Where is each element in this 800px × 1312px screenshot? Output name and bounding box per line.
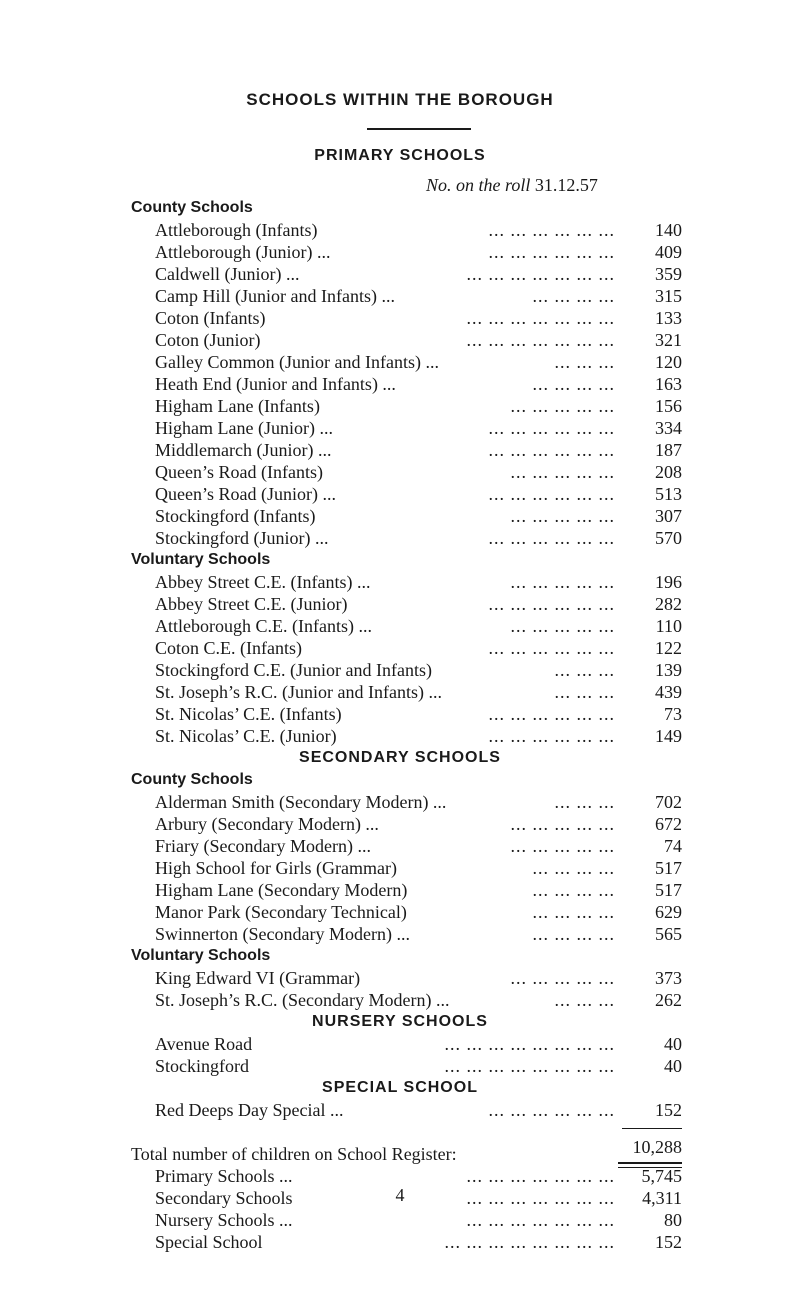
leader-dots: ... ... ... ... bbox=[532, 858, 615, 878]
leader-dots: ... ... ... ... ... ... ... bbox=[466, 1188, 615, 1208]
roll-count: 307 bbox=[655, 506, 682, 526]
school-name: Caldwell (Junior) ... bbox=[155, 264, 300, 284]
leader-dots: ... ... ... bbox=[554, 792, 615, 812]
leader-dots: ... ... ... ... ... ... ... ... bbox=[444, 1034, 615, 1054]
roll-count: 629 bbox=[655, 902, 682, 922]
roll-count: 40 bbox=[664, 1034, 682, 1054]
leader-dots: ... ... ... bbox=[554, 682, 615, 702]
total-label: Secondary Schools bbox=[155, 1188, 293, 1208]
table-row bbox=[0, 1033, 800, 1055]
leader-dots: ... ... ... ... ... ... ... bbox=[466, 1166, 615, 1186]
roll-count: 565 bbox=[655, 924, 682, 944]
section-heading bbox=[0, 945, 800, 967]
table-row bbox=[0, 307, 800, 329]
school-name: Coton (Infants) bbox=[155, 308, 266, 328]
school-name: King Edward VI (Grammar) bbox=[155, 968, 361, 988]
leader-dots: ... ... ... ... ... bbox=[510, 396, 615, 416]
roll-column-header bbox=[426, 175, 598, 196]
totals-heading: Total number of children on School Register: bbox=[131, 1144, 457, 1164]
school-name: Swinnerton (Secondary Modern) ... bbox=[155, 924, 410, 944]
table-row bbox=[0, 659, 800, 681]
roll-count: 702 bbox=[655, 792, 682, 812]
total-value: 4,311 bbox=[642, 1188, 682, 1208]
category-label: County Schools bbox=[131, 771, 253, 788]
table-row bbox=[0, 219, 800, 241]
section-heading bbox=[0, 1077, 800, 1099]
school-name: Queen’s Road (Junior) ... bbox=[155, 484, 336, 504]
table-row bbox=[0, 967, 800, 989]
table-row bbox=[0, 395, 800, 417]
leader-dots: ... ... ... bbox=[554, 990, 615, 1010]
school-name: Camp Hill (Junior and Infants) ... bbox=[155, 286, 395, 306]
table-row bbox=[0, 879, 800, 901]
roll-count: 208 bbox=[655, 462, 682, 482]
roll-count: 156 bbox=[655, 396, 682, 416]
school-name: Middlemarch (Junior) ... bbox=[155, 440, 332, 460]
table-row bbox=[0, 329, 800, 351]
total-row bbox=[0, 1231, 800, 1253]
leader-dots: ... ... ... ... ... bbox=[510, 616, 615, 636]
school-name: Heath End (Junior and Infants) ... bbox=[155, 374, 396, 394]
leader-dots: ... ... ... ... ... ... ... bbox=[466, 308, 615, 328]
table-row bbox=[0, 813, 800, 835]
table-row bbox=[0, 1099, 800, 1121]
grand-total: 10,288 bbox=[632, 1137, 682, 1157]
section-heading bbox=[0, 549, 800, 571]
leader-dots: ... ... ... bbox=[554, 660, 615, 680]
table-row bbox=[0, 725, 800, 747]
school-name: Queen’s Road (Infants) bbox=[155, 462, 323, 482]
leader-dots: ... ... ... ... ... bbox=[510, 462, 615, 482]
roll-count: 409 bbox=[655, 242, 682, 262]
leader-dots: ... ... ... ... bbox=[532, 286, 615, 306]
roll-count: 672 bbox=[655, 814, 682, 834]
leader-dots: ... ... ... bbox=[554, 352, 615, 372]
roll-count: 110 bbox=[655, 616, 682, 636]
total-value: 80 bbox=[664, 1210, 682, 1230]
roll-count: 359 bbox=[655, 264, 682, 284]
roll-count: 149 bbox=[655, 726, 682, 746]
leader-dots: ... ... ... ... ... ... ... bbox=[466, 1210, 615, 1230]
school-list bbox=[0, 197, 800, 1253]
school-name: Higham Lane (Junior) ... bbox=[155, 418, 333, 438]
total-value: 5,745 bbox=[641, 1166, 682, 1186]
leader-dots: ... ... ... ... ... ... bbox=[488, 638, 615, 658]
school-name: Abbey Street C.E. (Infants) ... bbox=[155, 572, 371, 592]
school-name: St. Nicolas’ C.E. (Infants) bbox=[155, 704, 342, 724]
leader-dots: ... ... ... ... ... ... bbox=[488, 440, 615, 460]
leader-dots: ... ... ... ... ... ... bbox=[488, 528, 615, 548]
roll-count: 139 bbox=[655, 660, 682, 680]
primary-schools-heading: PRIMARY SCHOOLS bbox=[314, 147, 486, 164]
roll-count: 73 bbox=[664, 704, 682, 724]
table-row bbox=[0, 351, 800, 373]
leader-dots: ... ... ... ... ... ... bbox=[488, 418, 615, 438]
table-row bbox=[0, 483, 800, 505]
total-row bbox=[0, 1209, 800, 1231]
table-row bbox=[0, 857, 800, 879]
total-label: Special School bbox=[155, 1232, 263, 1252]
roll-count: 120 bbox=[655, 352, 682, 372]
leader-dots: ... ... ... ... ... ... bbox=[488, 1100, 615, 1120]
leader-dots: ... ... ... ... ... ... bbox=[488, 594, 615, 614]
school-name: Stockingford C.E. (Junior and Infants) bbox=[155, 660, 432, 680]
school-name: Abbey Street C.E. (Junior) bbox=[155, 594, 348, 614]
title-rule bbox=[367, 128, 471, 130]
leader-dots: ... ... ... ... ... ... ... bbox=[466, 330, 615, 350]
roll-count: 373 bbox=[655, 968, 682, 988]
roll-label: No. on the roll bbox=[426, 175, 531, 195]
table-row bbox=[0, 901, 800, 923]
school-name: St. Joseph’s R.C. (Secondary Modern) ... bbox=[155, 990, 450, 1010]
school-name: St. Joseph’s R.C. (Junior and Infants) ... bbox=[155, 682, 442, 702]
section-heading bbox=[0, 1011, 800, 1033]
leader-dots: ... ... ... ... ... ... ... ... bbox=[444, 1232, 615, 1252]
table-row bbox=[0, 285, 800, 307]
category-label: Voluntary Schools bbox=[131, 947, 271, 964]
leader-dots: ... ... ... ... ... ... ... bbox=[466, 264, 615, 284]
table-row bbox=[0, 505, 800, 527]
roll-count: 163 bbox=[655, 374, 682, 394]
table-row bbox=[0, 373, 800, 395]
school-name: Coton (Junior) bbox=[155, 330, 261, 350]
school-name: Friary (Secondary Modern) ... bbox=[155, 836, 371, 856]
school-name: Red Deeps Day Special ... bbox=[155, 1100, 344, 1120]
school-name: Stockingford (Infants) bbox=[155, 506, 316, 526]
table-row bbox=[0, 417, 800, 439]
table-row bbox=[0, 923, 800, 945]
table-row bbox=[0, 263, 800, 285]
leader-dots: ... ... ... ... ... bbox=[510, 506, 615, 526]
roll-count: 517 bbox=[655, 858, 682, 878]
school-name: Galley Common (Junior and Infants) ... bbox=[155, 352, 439, 372]
school-name: Coton C.E. (Infants) bbox=[155, 638, 302, 658]
leader-dots: ... ... ... ... ... bbox=[510, 572, 615, 592]
roll-count: 133 bbox=[655, 308, 682, 328]
table-row bbox=[0, 703, 800, 725]
roll-count: 262 bbox=[655, 990, 682, 1010]
table-row bbox=[0, 461, 800, 483]
roll-count: 40 bbox=[664, 1056, 682, 1076]
table-row bbox=[0, 593, 800, 615]
leader-dots: ... ... ... ... ... bbox=[510, 836, 615, 856]
roll-count: 152 bbox=[655, 1100, 682, 1120]
roll-count: 187 bbox=[655, 440, 682, 460]
double-rule bbox=[618, 1162, 682, 1168]
leader-dots: ... ... ... ... bbox=[532, 924, 615, 944]
table-row bbox=[0, 439, 800, 461]
school-name: St. Nicolas’ C.E. (Junior) bbox=[155, 726, 337, 746]
leader-dots: ... ... ... ... ... bbox=[510, 968, 615, 988]
total-value: 152 bbox=[655, 1232, 682, 1252]
school-name: Attleborough (Junior) ... bbox=[155, 242, 331, 262]
table-row bbox=[0, 1055, 800, 1077]
school-name: Attleborough C.E. (Infants) ... bbox=[155, 616, 372, 636]
school-name: Attleborough (Infants) bbox=[155, 220, 318, 240]
category-label: Voluntary Schools bbox=[131, 551, 271, 568]
total-row bbox=[0, 1165, 800, 1187]
sum-rule bbox=[622, 1128, 682, 1129]
section-heading bbox=[0, 769, 800, 791]
table-row bbox=[0, 989, 800, 1011]
leader-dots: ... ... ... ... ... ... bbox=[488, 704, 615, 724]
school-name: High School for Girls (Grammar) bbox=[155, 858, 397, 878]
roll-count: 517 bbox=[655, 880, 682, 900]
roll-count: 513 bbox=[655, 484, 682, 504]
school-name: Arbury (Secondary Modern) ... bbox=[155, 814, 379, 834]
table-row bbox=[0, 241, 800, 263]
roll-count: 122 bbox=[655, 638, 682, 658]
table-row bbox=[0, 835, 800, 857]
school-name: Manor Park (Secondary Technical) bbox=[155, 902, 407, 922]
roll-count: 74 bbox=[664, 836, 682, 856]
leader-dots: ... ... ... ... ... ... bbox=[488, 726, 615, 746]
school-name: Avenue Road bbox=[155, 1034, 253, 1054]
school-name: Higham Lane (Secondary Modern) bbox=[155, 880, 408, 900]
roll-count: 570 bbox=[655, 528, 682, 548]
roll-count: 196 bbox=[655, 572, 682, 592]
table-row bbox=[0, 791, 800, 813]
leader-dots: ... ... ... ... ... ... bbox=[488, 484, 615, 504]
leader-dots: ... ... ... ... ... ... bbox=[488, 242, 615, 262]
roll-count: 321 bbox=[655, 330, 682, 350]
leader-dots: ... ... ... ... ... ... bbox=[488, 220, 615, 240]
school-name: Higham Lane (Infants) bbox=[155, 396, 320, 416]
table-row bbox=[0, 527, 800, 549]
school-name: Stockingford bbox=[155, 1056, 249, 1076]
table-row bbox=[0, 637, 800, 659]
roll-count: 282 bbox=[655, 594, 682, 614]
total-label: Primary Schools ... bbox=[155, 1166, 293, 1186]
school-name: Alderman Smith (Secondary Modern) ... bbox=[155, 792, 447, 812]
section-title: NURSERY SCHOOLS bbox=[312, 1013, 488, 1030]
table-row bbox=[0, 681, 800, 703]
roll-count: 315 bbox=[655, 286, 682, 306]
school-name: Stockingford (Junior) ... bbox=[155, 528, 329, 548]
section-heading bbox=[0, 197, 800, 219]
leader-dots: ... ... ... ... ... ... ... ... bbox=[444, 1056, 615, 1076]
leader-dots: ... ... ... ... bbox=[532, 902, 615, 922]
category-label: County Schools bbox=[131, 199, 253, 216]
page-number: 4 bbox=[395, 1185, 405, 1205]
roll-date: 31.12.57 bbox=[534, 175, 598, 195]
section-heading bbox=[0, 747, 800, 769]
roll-count: 334 bbox=[655, 418, 682, 438]
section-title: SPECIAL SCHOOL bbox=[322, 1079, 478, 1096]
section-title: SECONDARY SCHOOLS bbox=[299, 749, 501, 766]
roll-count: 439 bbox=[655, 682, 682, 702]
roll-count: 140 bbox=[655, 220, 682, 240]
total-label: Nursery Schools ... bbox=[155, 1210, 293, 1230]
page-title: SCHOOLS WITHIN THE BOROUGH bbox=[246, 90, 554, 109]
leader-dots: ... ... ... ... bbox=[532, 374, 615, 394]
table-row bbox=[0, 615, 800, 637]
leader-dots: ... ... ... ... bbox=[532, 880, 615, 900]
leader-dots: ... ... ... ... ... bbox=[510, 814, 615, 834]
table-row bbox=[0, 571, 800, 593]
